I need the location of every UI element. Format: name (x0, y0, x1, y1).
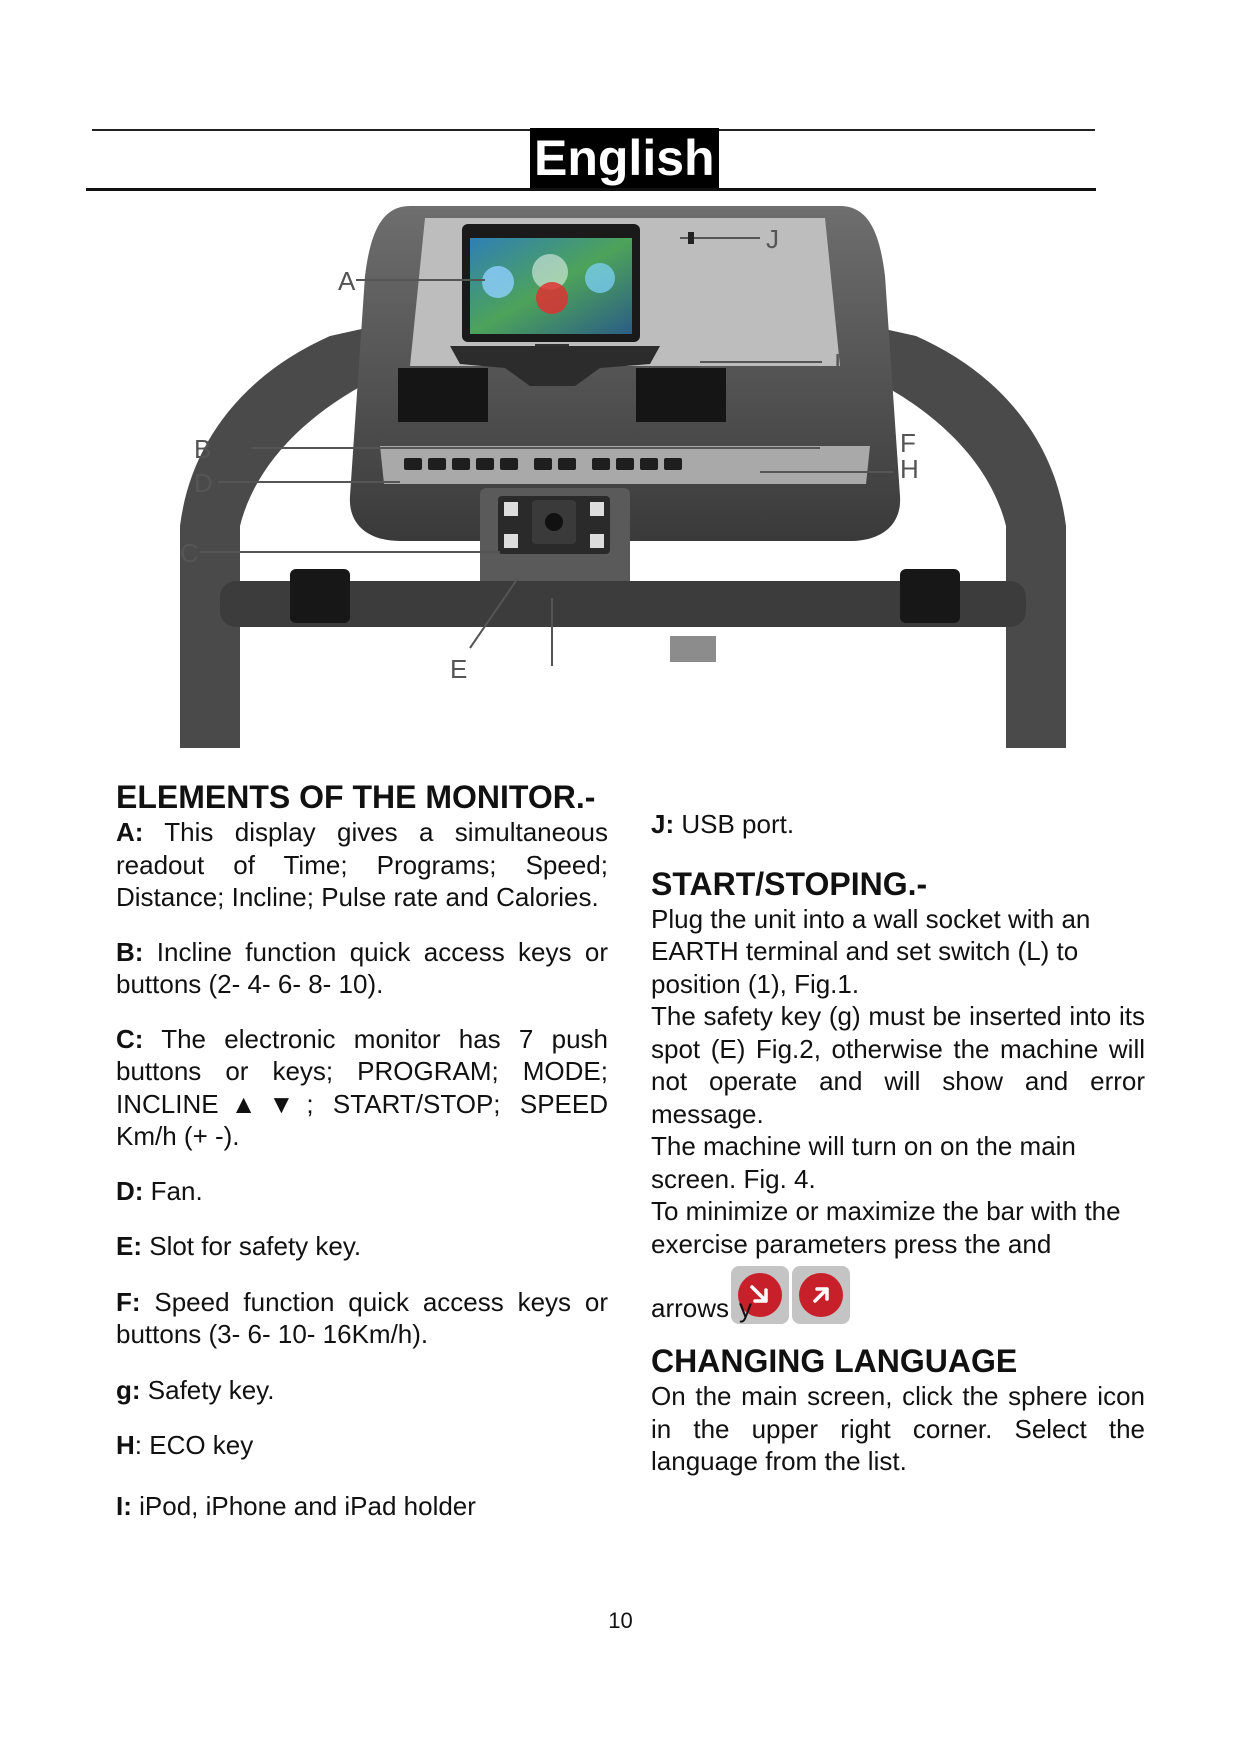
element-a: A: This display gives a simultaneous readout of Time; Programs; Speed; Distance; Incline; Pulse rate and Calories. (116, 817, 608, 912)
start-paragraph-2: The safety key (g) must be inserted into its spot (E) Fig.2, otherwise the machine will not operate and will show and error message. (651, 1001, 1145, 1129)
element-b: B: Incline function quick access keys or buttons (2- 4- 6- 8- 10). (116, 936, 608, 999)
callout-f: F (900, 428, 916, 458)
element-e: E: Slot for safety key. (116, 1231, 362, 1261)
elements-column (116, 778, 608, 1522)
page-number: 10 (608, 1608, 633, 1633)
callout-b: B (194, 434, 212, 464)
element-h: H: ECO key (116, 1430, 254, 1460)
arrows-y: y (739, 1293, 753, 1323)
element-f: F: Speed function quick access keys or buttons (3- 6- 10- 16Km/h). (116, 1286, 608, 1349)
callout-c: C (180, 538, 199, 568)
callout-i: I (834, 348, 842, 378)
header-rule-bottom (86, 188, 1096, 191)
elements-heading: ELEMENTS OF THE MONITOR.- (116, 779, 596, 815)
start-paragraph-3: The machine will turn on on the main screen. Fig. 4. (651, 1131, 1076, 1194)
element-d: D: Fan. (116, 1175, 203, 1206)
element-c: C: The electronic monitor has 7 push buttons or keys; PROGRAM; MODE; INCLINE▲▼; START/STOP; SPEED Km/h (+ -). (116, 1023, 608, 1151)
incline-keys (404, 458, 518, 470)
start-paragraph-4: To minimize or maximize the bar with the exercise parameters press the and (651, 1196, 1121, 1259)
callout-j: J (766, 224, 779, 254)
element-g: g: Safety key. (116, 1374, 275, 1405)
changing-language-heading: CHANGING LANGUAGE (651, 1343, 1018, 1379)
monitor-figure (180, 196, 1066, 748)
callout-h: H (900, 454, 919, 484)
element-i: I: iPod, iPhone and iPad holder (116, 1490, 476, 1521)
instructions-column (651, 808, 1145, 1478)
start-paragraph-1: Plug the unit into a wall socket with an EARTH terminal and set switch (L) to position (1), Fig.1. (651, 903, 1091, 999)
callout-d: D (194, 468, 213, 498)
callout-e: E (450, 654, 468, 684)
maximize-arrow-icon[interactable] (792, 1266, 850, 1324)
language-title: English (530, 128, 719, 188)
arrows-label: arrows (651, 1293, 730, 1323)
element-j: J: USB port. (651, 809, 795, 839)
arrows-line (651, 1264, 1145, 1324)
changing-language-paragraph: On the main screen, click the sphere icon in the upper right corner. Select the language from the list. (651, 1381, 1145, 1476)
start-stop-heading: START/STOPING.- (651, 865, 928, 902)
callout-a: A (338, 266, 356, 296)
